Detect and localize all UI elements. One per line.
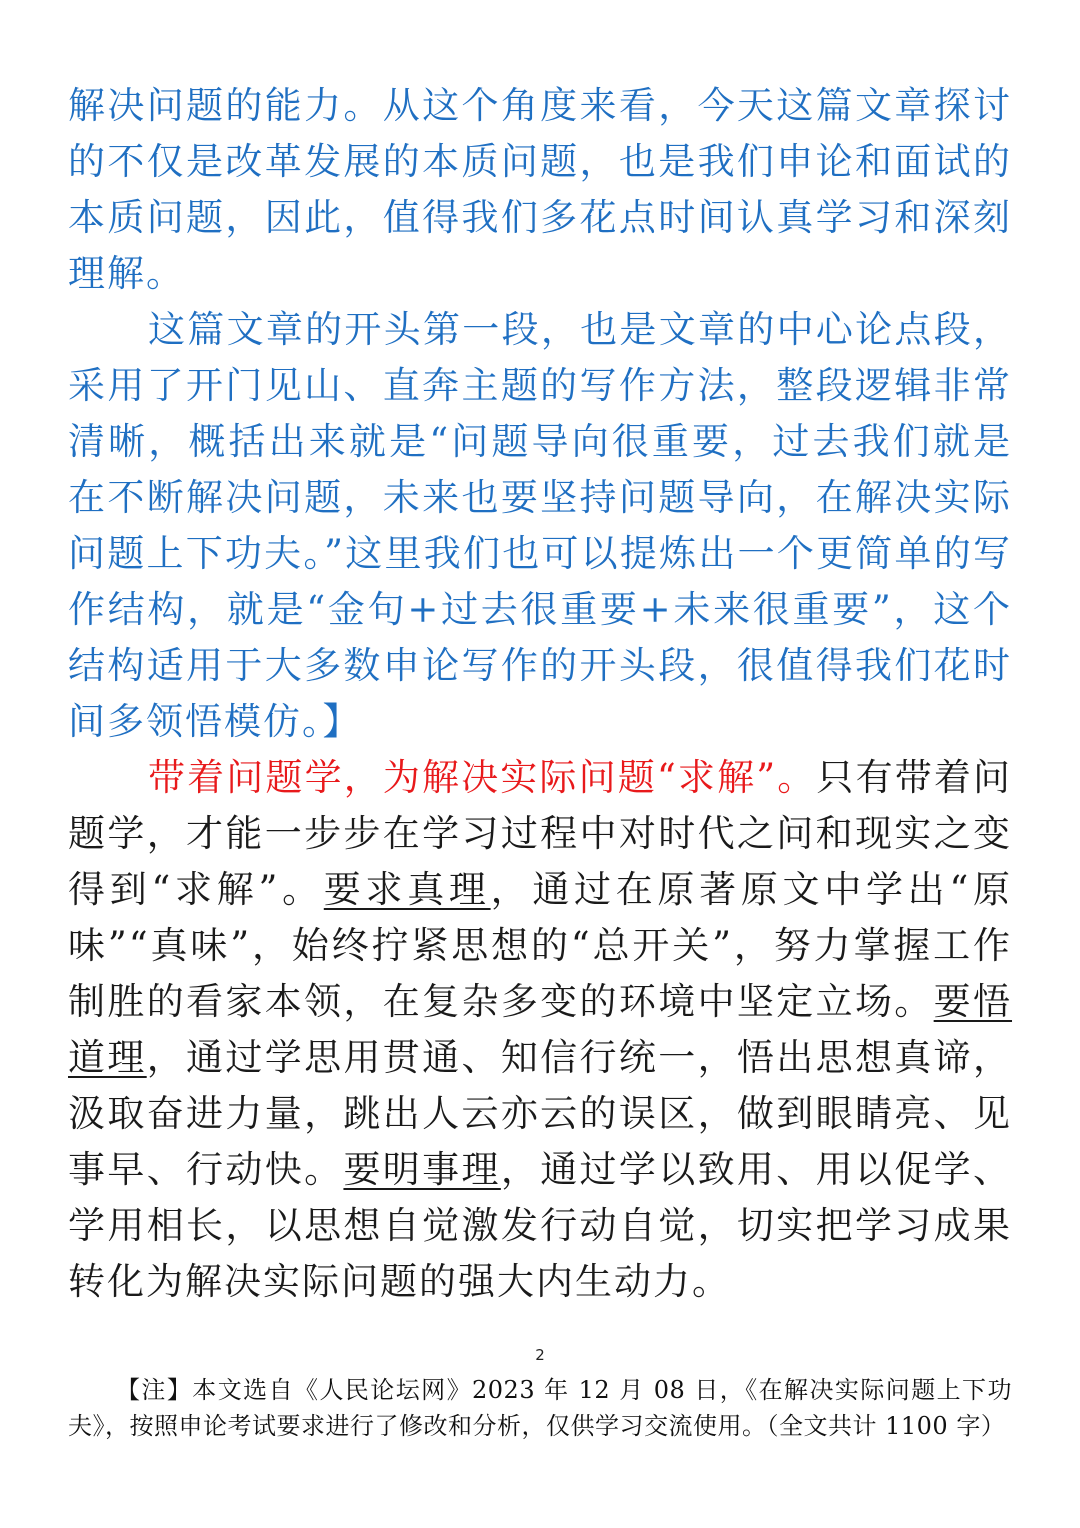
paragraph-text-c: ，通过学思用贯通、知信行统一，悟出思想真谛，汲取奋进力量，跳出人云亦云的误区，做到眼睛亮、见事早、行动快。	[68, 1036, 1013, 1191]
term-clarify-reasoning: 要明事理	[343, 1148, 501, 1191]
page-number: 2	[535, 1346, 545, 1364]
document-body	[68, 78, 1012, 1310]
paragraph-text-b: ，通过在原著原文中学出“原味”“真味”，始终拧紧思想的“总开关”，努力掌握工作制胜的看家本领，在复杂多变的环境中坚定立场。	[68, 868, 1012, 1023]
article-paragraph	[68, 750, 1012, 1310]
footnote: 【注】本文选自《人民论坛网》2023 年 12 月 08 日，《在解决实际问题上下功夫》，按照申论考试要求进行了修改和分析，仅供学习交流使用。（全文共计 1100 字）	[68, 1376, 1012, 1440]
commentary-paragraph-2: 这篇文章的开头第一段，也是文章的中心论点段，采用了开门见山、直奔主题的写作方法，整段逻辑非常清晰，概括出来就是“问题导向很重要，过去我们就是在不断解决问题，未来也要坚持问题导向，在解决实际问题上下功夫。”这里我们也可以提炼出一个更简单的写作结构，就是“金句+过去很重要+未来很重要”，这个结构适用于大多数申论写作的开头段，很值得我们花时间多领悟模仿。】	[68, 308, 1012, 743]
paragraph-text-d: ，通过学以致用、用以促学、学用相长，以思想自觉激发行动自觉，切实把学习成果转化为解决实际问题的强大内生动力。	[68, 1148, 1013, 1303]
commentary-paragraph-1: 解决问题的能力。从这个角度来看，今天这篇文章探讨的不仅是改革发展的本质问题，也是我们申论和面试的本质问题，因此，值得我们多花点时间认真学习和深刻理解。	[68, 84, 1012, 295]
term-understand-principles: 要悟道理	[68, 980, 1013, 1079]
paragraph-text-a: 只有带着问题学，才能一步步在学习过程中对时代之问和现实之变得到“求解”。	[68, 756, 1012, 911]
term-seek-truth: 要求真理	[323, 868, 491, 911]
section-heading: 带着问题学，为解决实际问题“求解”。	[148, 756, 817, 799]
